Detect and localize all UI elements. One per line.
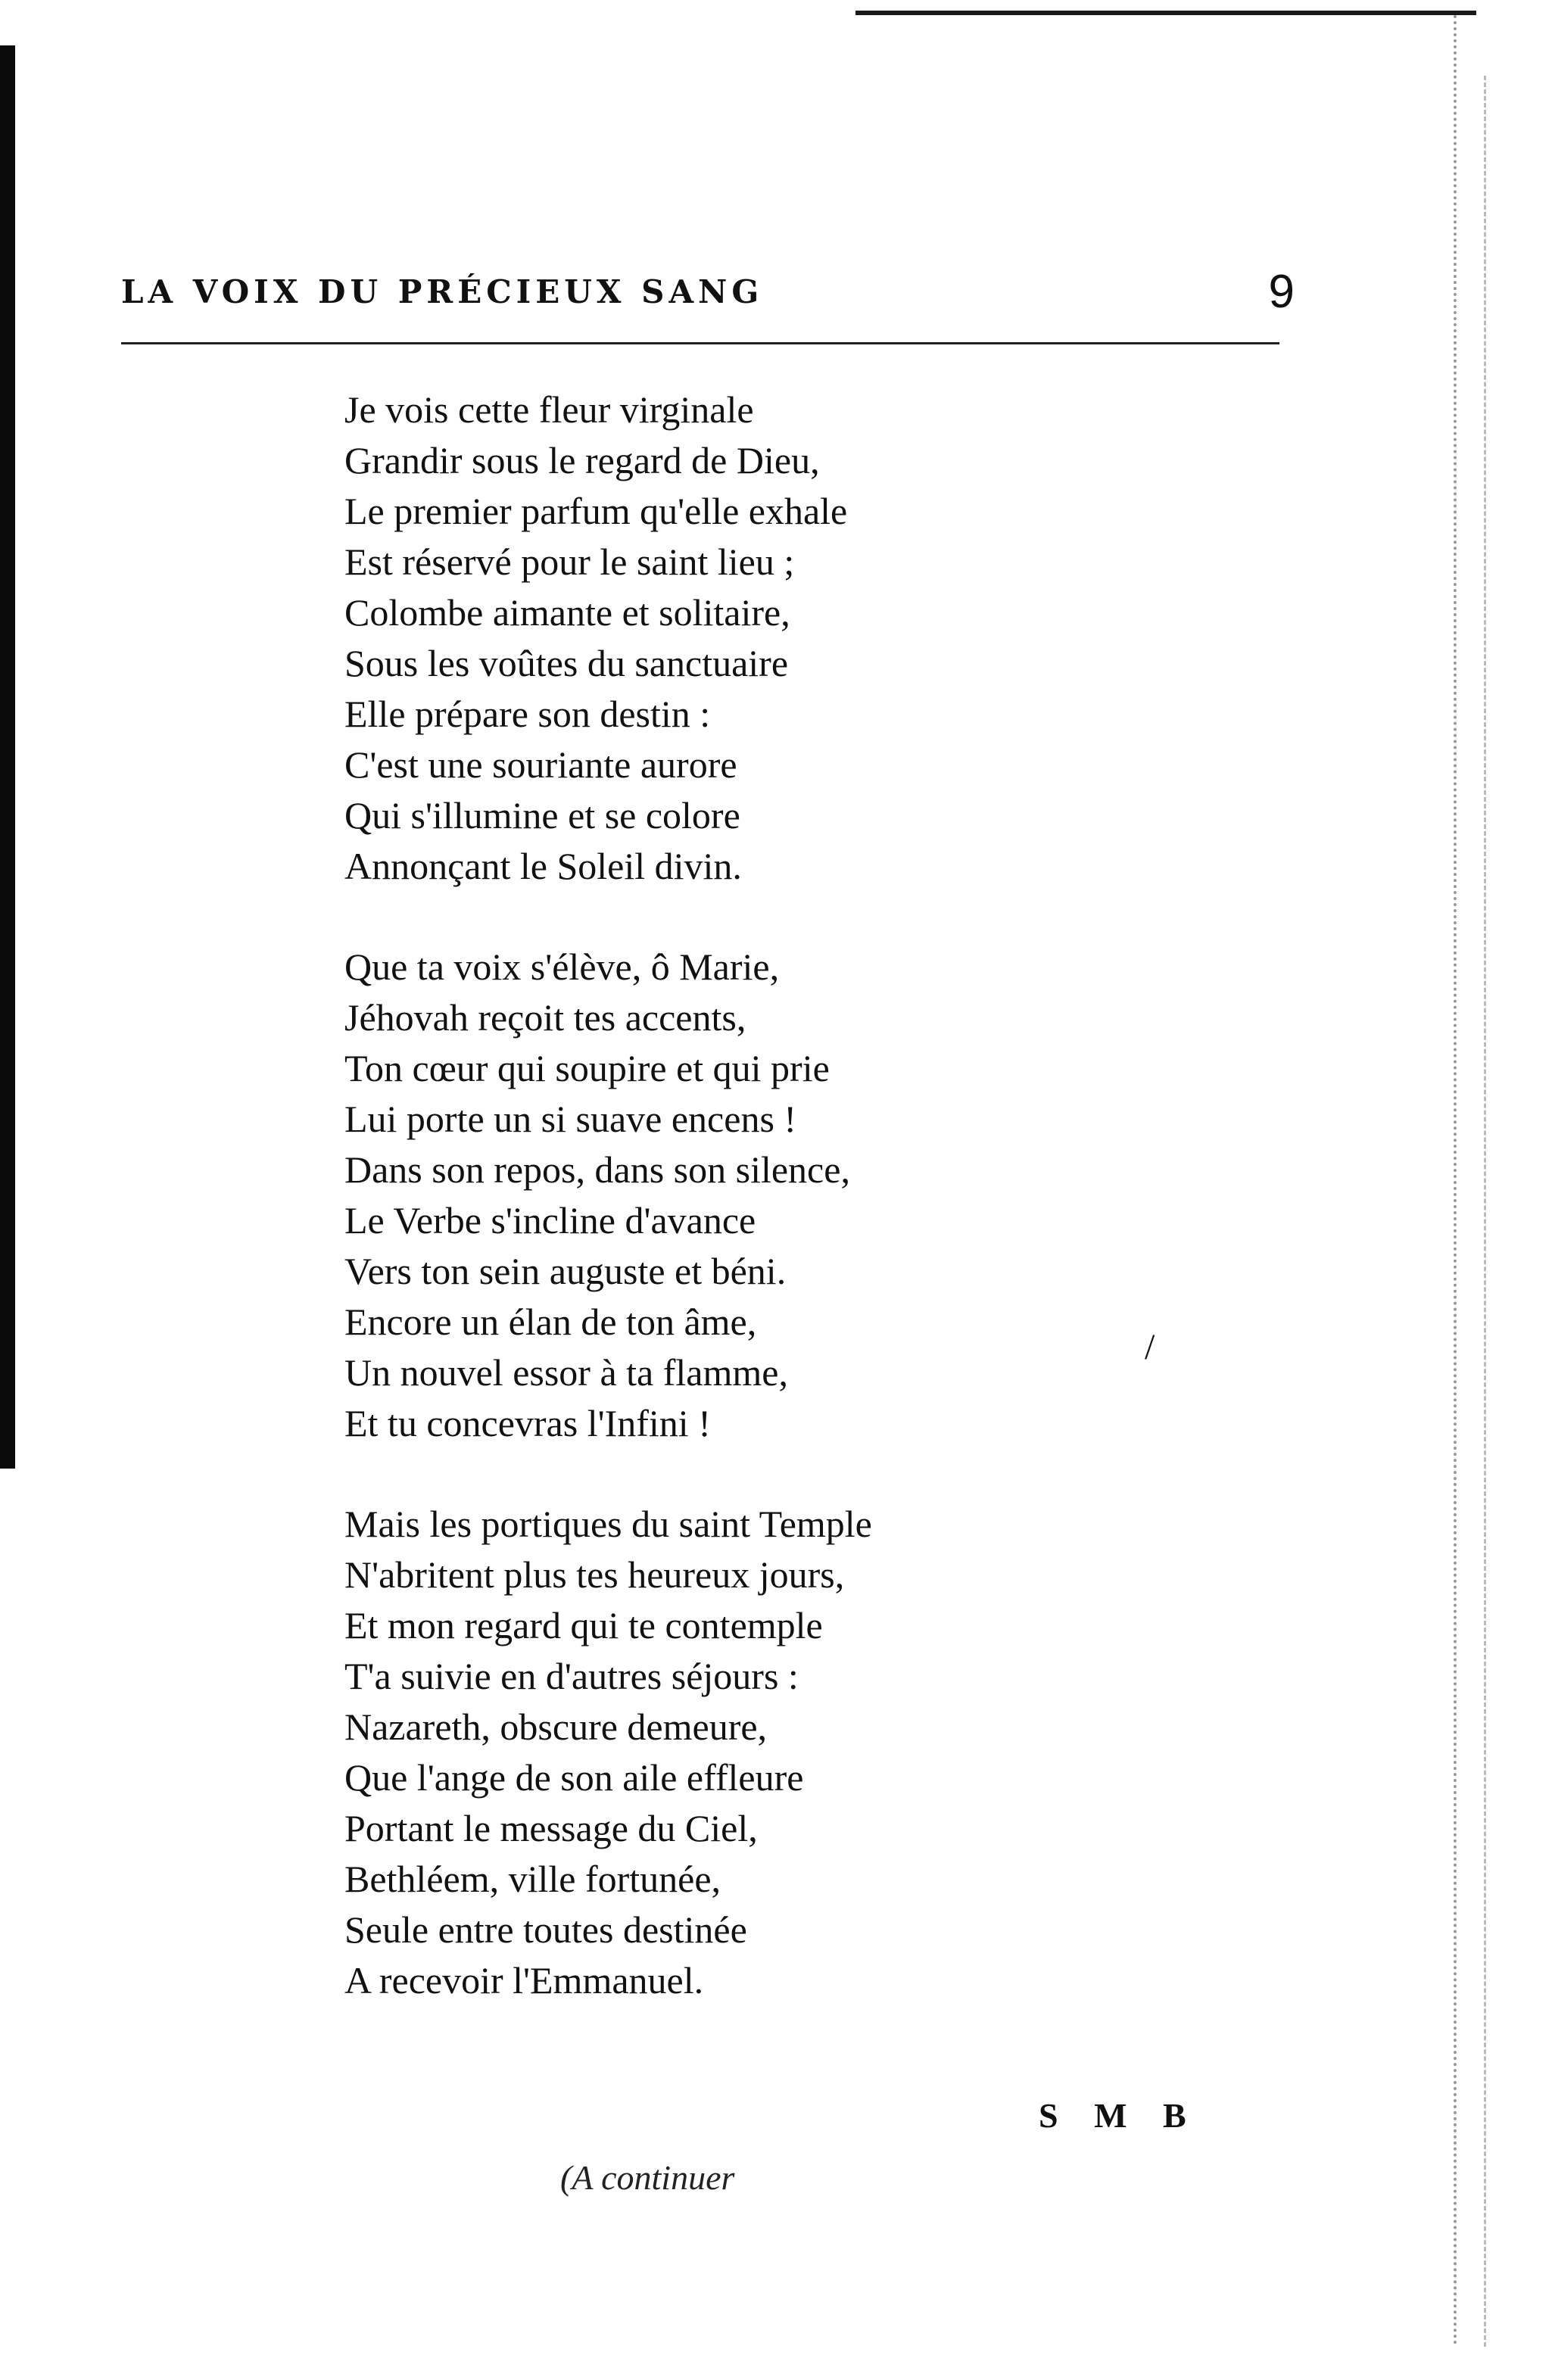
poem-line: Je vois cette fleur virginale <box>344 388 754 431</box>
poem-line: Qui s'illumine et se colore <box>344 794 740 836</box>
poem-line: Le Verbe s'incline d'avance <box>344 1199 756 1241</box>
poem-line: Et mon regard qui te contemple <box>344 1604 823 1646</box>
poem-line: Seule entre toutes destinée <box>344 1908 747 1951</box>
poem-line: Un nouvel essor à ta flamme, <box>344 1351 788 1394</box>
header-rule <box>121 342 1279 344</box>
poem-line: Que ta voix s'élève, ô Marie, <box>344 945 780 988</box>
poem-line: Mais les portiques du saint Temple <box>344 1503 872 1545</box>
poem-line: Colombe aimante et solitaire, <box>344 591 790 634</box>
poem-line: N'abritent plus tes heureux jours, <box>344 1553 845 1596</box>
poem-line: Encore un élan de ton âme, <box>344 1301 757 1343</box>
continuation-note: (A continuer <box>560 2158 735 2197</box>
poem-line: Elle prépare son destin : <box>344 693 711 735</box>
poem-line: Ton cœur qui soupire et qui prie <box>344 1047 830 1089</box>
poem-line: Portant le message du Ciel, <box>344 1807 758 1849</box>
page-number: 9 <box>1268 265 1295 318</box>
poem-line: Sous les voûtes du sanctuaire <box>344 642 789 684</box>
poem-line: Et tu concevras l'Infini ! <box>344 1402 711 1444</box>
author-signature: S M B <box>1039 2096 1200 2135</box>
poem-line: Annonçant le Soleil divin. <box>344 845 742 887</box>
poem-line: Grandir sous le regard de Dieu, <box>344 439 820 481</box>
scan-left-edge <box>0 45 15 1469</box>
stanza-3 <box>344 1499 1177 2006</box>
poem-line: Le premier parfum qu'elle exhale <box>344 490 848 532</box>
poem-line: T'a suivie en d'autres séjours : <box>344 1655 799 1697</box>
poem-line: Que l'ange de son aile effleure <box>344 1756 804 1799</box>
poem-line: Lui porte un si suave encens ! <box>344 1098 797 1140</box>
poem-line: Vers ton sein auguste et béni. <box>344 1250 787 1292</box>
running-title: LA VOIX DU PRÉCIEUX SANG <box>121 273 764 310</box>
poem-line: Jéhovah reçoit tes accents, <box>344 996 746 1039</box>
running-header <box>121 257 1295 326</box>
stanza-2 <box>344 942 1177 1449</box>
stanza-1 <box>344 385 1177 892</box>
stray-mark: / <box>1145 1327 1155 1367</box>
poem-line: Dans son repos, dans son silence, <box>344 1148 850 1191</box>
poem-line: Nazareth, obscure demeure, <box>344 1706 768 1748</box>
scan-right-edge <box>1454 15 1460 2347</box>
poem <box>344 385 1177 2056</box>
scan-top-rule <box>855 11 1476 15</box>
poem-line: C'est une souriante aurore <box>344 743 737 786</box>
poem-line: Bethléem, ville fortunée, <box>344 1858 721 1900</box>
poem-line: Est réservé pour le saint lieu ; <box>344 540 795 583</box>
scan-right-edge-speckle <box>1484 76 1489 2347</box>
poem-line: A recevoir l'Emmanuel. <box>344 1959 704 2002</box>
